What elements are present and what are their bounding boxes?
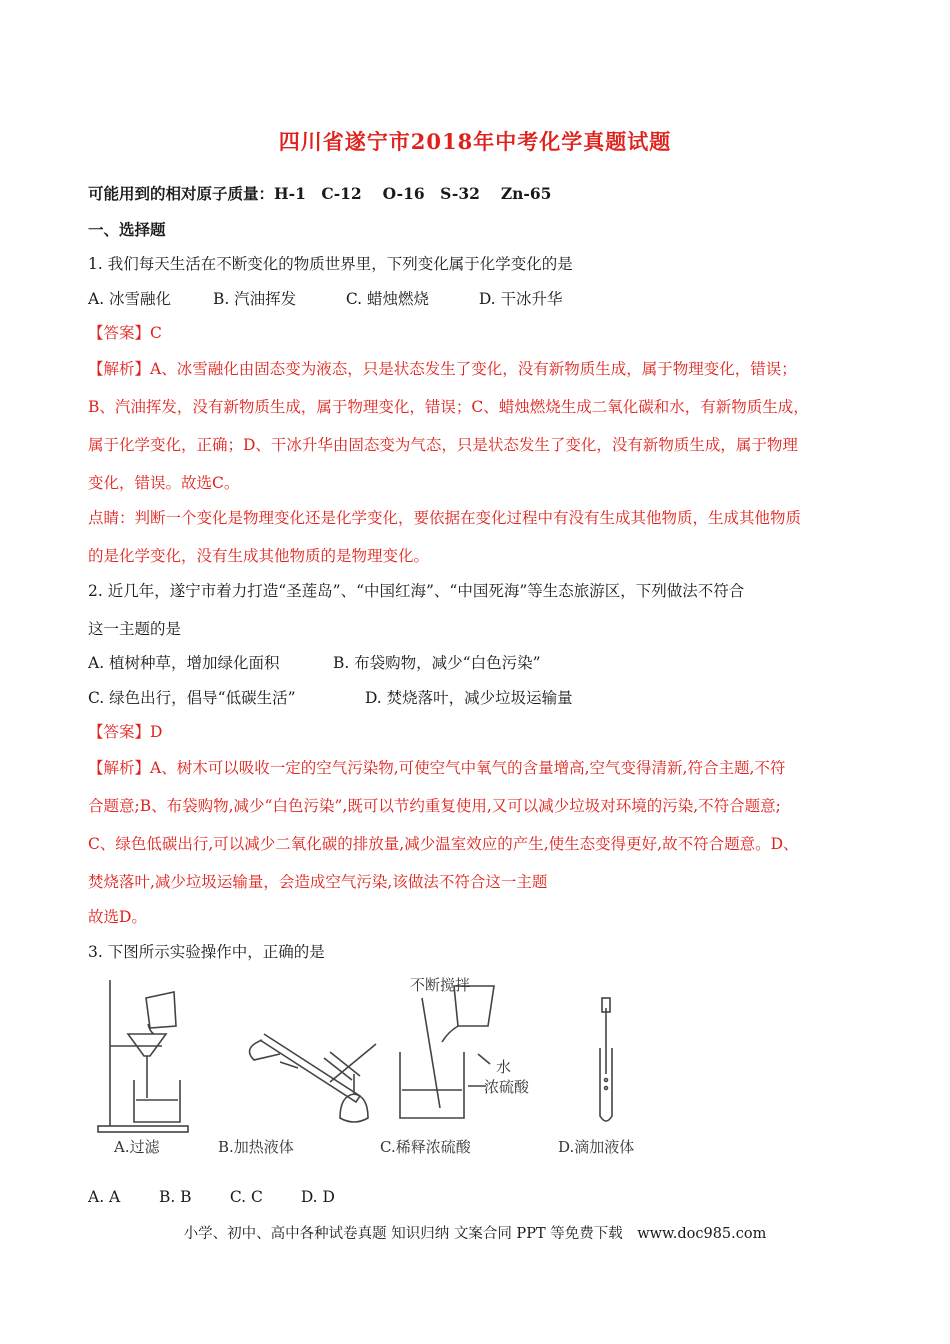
q1-option-c: C. 蜡烛燃烧 [345,290,430,308]
q3-option-c: C. C [229,1188,263,1206]
q1-tip-line: 点睛：判断一个变化是物理变化还是化学变化，要依据在变化过程中有没有生成其他物质，生成其他物质 [88,509,802,527]
acid-label: 浓硫酸 [484,1078,530,1096]
q3-option-a: A. A [88,1188,121,1206]
stir-label: 不断搅拌 [410,976,471,994]
q2-analysis-line: C、绿色低碳出行,可以减少二氧化碳的排放量,减少温室效应的产生,使生态变得更好,故不符合题意。D、 [88,835,799,853]
q1-analysis-line: 变化，错误。故选C。 [88,474,240,492]
q1-analysis-line: B、汽油挥发，没有新物质生成，属于物理变化，错误；C、蜡烛燃烧生成二氧化碳和水，有新物质生成， [88,398,809,416]
page-footer: 小学、初中、高中各种试卷真题 知识归纳 文案合同 PPT 等免费下载 www.doc985.com [183,1226,767,1242]
q3-stem: 3. 下图所示实验操作中，正确的是 [88,943,325,961]
q3-options [88,1188,335,1206]
q1-stem: 1. 我们每天生活在不断变化的物质世界里，下列变化属于化学变化的是 [88,255,573,273]
q1-answer: 【答案】C [88,324,162,342]
figure-caption-a: A.过滤 [114,1138,160,1156]
figure-caption-d: D.滴加液体 [558,1138,635,1156]
q1-analysis-line: 【解析】A、冰雪融化由固态变为液态，只是状态发生了变化，没有新物质生成，属于物理变化，错误； [88,360,797,378]
q1-option-b: B. 汽油挥发 [212,290,297,308]
q2-options-row [88,651,541,673]
atomic-masses: 可能用到的相对原子质量：H-1 C-12 O-16 S-32 Zn-65 [88,184,552,203]
filtration-apparatus [98,980,188,1132]
q2-option-b: B. 布袋购物，减少“白色污染” [332,654,541,672]
heating-apparatus [250,1034,377,1122]
q2-stem-line: 这一主题的是 [88,620,182,638]
figure-caption-b: B.加热液体 [218,1138,294,1156]
q2-analysis-line: 合题意;B、布袋购物,减少“白色污染”,既可以节约重复使用,又可以减少垃圾对环境的污染,不符合题意; [88,797,781,815]
q2-option-d: D. 焚烧落叶，减少垃圾运输量 [364,689,573,707]
q1-analysis-line: 属于化学变化，正确；D、干冰升华由固态变为气态，只是状态发生了变化，没有新物质生成，属于物理 [88,436,798,454]
lab-operations-figure [92,968,672,1168]
q2-stem-line: 2. 近几年，遂宁市着力打造“圣莲岛”、“中国红海”、“中国死海”等生态旅游区，下列做法不符合 [88,582,745,600]
figure-caption-c: C.稀释浓硫酸 [380,1138,471,1156]
dilution-apparatus [400,986,494,1118]
water-label: 水 [496,1058,512,1076]
q2-analysis-line: 【解析】A、树木可以吸收一定的空气污染物,可使空气中氧气的含量增高,空气变得清新,符合主题,不符 [88,759,786,777]
q2-analysis-line: 焚烧落叶,减少垃圾运输量，会造成空气污染,该做法不符合这一主题 [88,873,548,891]
q3-option-d: D. D [300,1188,335,1206]
q2-answer: 【答案】D [88,723,163,741]
q3-option-b: B. B [158,1188,192,1206]
section-heading: 一、选择题 [88,220,166,239]
q1-option-a: A. 冰雪融化 [88,290,172,308]
q2-option-c: C. 绿色出行，倡导“低碳生活” [88,689,296,707]
page-title: 四川省遂宁市2018年中考化学真题试题 [278,129,672,154]
q1-tip-line: 的是化学变化，没有生成其他物质的是物理变化。 [88,547,430,565]
q2-option-a: A. 植树种草，增加绿化面积 [88,654,280,672]
q2-analysis-line: 故选D。 [88,908,147,926]
q2-options-row [88,686,573,708]
q1-options [88,287,563,309]
dropper-apparatus [600,998,612,1121]
q1-option-d: D. 干冰升华 [478,290,563,308]
